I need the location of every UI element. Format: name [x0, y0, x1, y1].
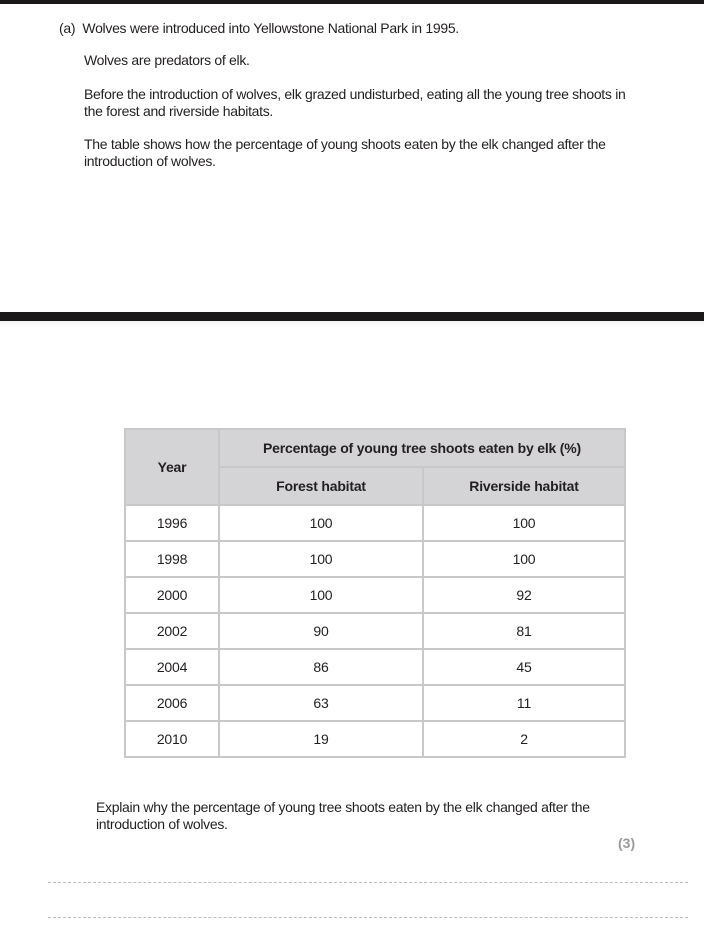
paragraph-table-intro: The table shows how the percentage of young shoots eaten by the elk changed after the introduction of wolves. — [84, 136, 606, 169]
question-prompt: Explain why the percentage of young tree shoots eaten by the elk changed after the introduction of wolves. — [96, 799, 590, 832]
cell-riverside: 81 — [423, 613, 625, 649]
top-divider-bar — [0, 0, 704, 4]
cell-year: 1996 — [125, 505, 219, 541]
cell-year: 1998 — [125, 541, 219, 577]
cell-riverside: 45 — [423, 649, 625, 685]
question-intro: Wolves were introduced into Yellowstone National Park in 1995. — [82, 20, 459, 36]
cell-riverside: 11 — [423, 685, 625, 721]
cell-year: 2004 — [125, 649, 219, 685]
cell-forest: 100 — [219, 505, 423, 541]
table-row — [125, 577, 625, 613]
table-row — [125, 541, 625, 577]
cell-riverside: 100 — [423, 505, 625, 541]
question-label: (a) — [59, 20, 76, 36]
cell-forest: 100 — [219, 577, 423, 613]
elk-shoots-table — [124, 428, 626, 758]
cell-forest: 100 — [219, 541, 423, 577]
paragraph-predators: Wolves are predators of elk. — [84, 52, 250, 68]
table-row — [125, 613, 625, 649]
cell-riverside: 92 — [423, 577, 625, 613]
table-row — [125, 721, 625, 757]
paragraph-before-wolves: Before the introduction of wolves, elk grazed undisturbed, eating all the young tree shoots in the forest and riverside habitats. — [84, 86, 626, 119]
answer-line[interactable] — [48, 917, 688, 918]
cell-forest: 90 — [219, 613, 423, 649]
page-break-shadow — [0, 321, 704, 327]
cell-year: 2002 — [125, 613, 219, 649]
cell-forest: 63 — [219, 685, 423, 721]
table-row — [125, 685, 625, 721]
page-break-bar — [0, 312, 704, 321]
cell-year: 2006 — [125, 685, 219, 721]
cell-riverside: 100 — [423, 541, 625, 577]
answer-line[interactable] — [48, 882, 688, 883]
header-forest: Forest habitat — [219, 467, 423, 505]
table-header-row — [125, 429, 625, 467]
question-intro-line — [59, 20, 459, 36]
table-row — [125, 505, 625, 541]
header-riverside: Riverside habitat — [423, 467, 625, 505]
cell-forest: 86 — [219, 649, 423, 685]
table-row — [125, 649, 625, 685]
cell-riverside: 2 — [423, 721, 625, 757]
header-percentage-group: Percentage of young tree shoots eaten by elk (%) — [219, 429, 625, 467]
marks-label: (3) — [618, 835, 636, 851]
cell-forest: 19 — [219, 721, 423, 757]
cell-year: 2010 — [125, 721, 219, 757]
header-year: Year — [125, 429, 219, 505]
cell-year: 2000 — [125, 577, 219, 613]
